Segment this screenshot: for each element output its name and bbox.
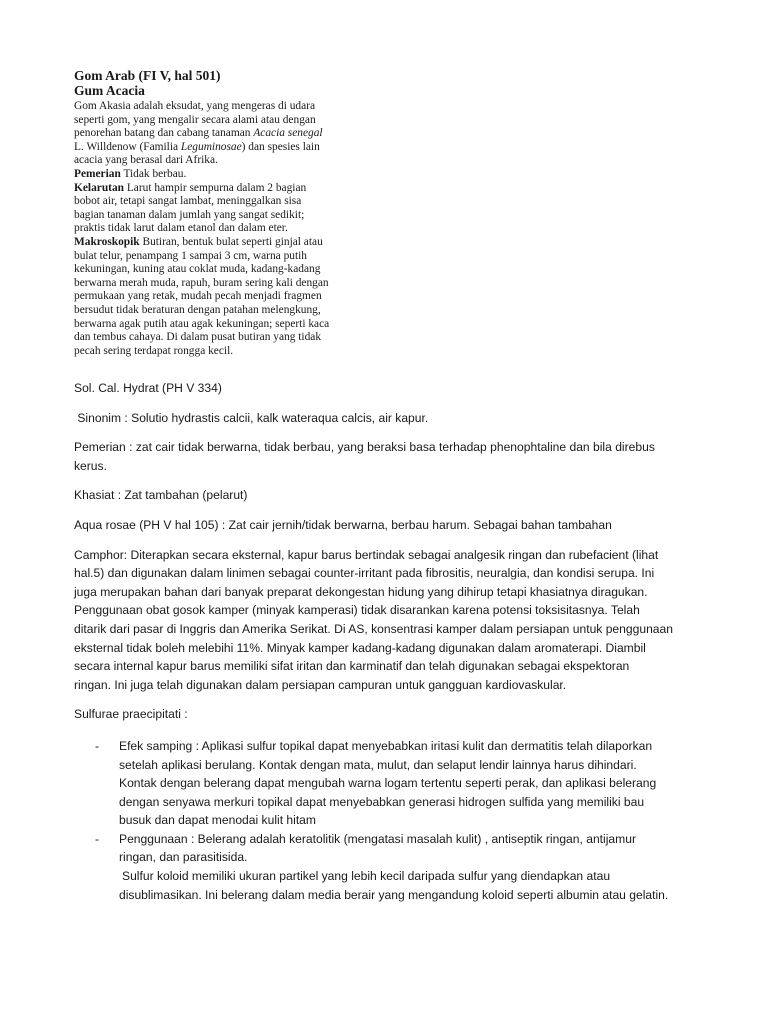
text-line [74,236,374,250]
text-line: Penggunaan : Belerang adalah keratolitik (mengatasi masalah kulit) , antiseptik ringan, antijamur [119,831,636,846]
text-line: ditarik dari pasar di Inggris dan Amerika Serikat. Di AS, konsentrasi kamper dalam persiapan untuk penggunaan [74,621,673,636]
text-line: bobot air, tetapi sangat lambat, meninggalkan sisa [74,195,302,208]
gom-arab-section [74,69,374,358]
text-line: seperti gom, yang mengalir secara alami atau dengan [74,113,316,126]
main-text-section [74,379,714,904]
cal-hydrat-pemerian [74,438,714,475]
sulfur-heading: Sulfurae praecipitati : [74,707,188,722]
text-line: Penggunaan obat gosok kamper (minyak kamperasi) tidak disarankan karena potensi toksisitasnya. Telah [74,603,640,618]
family-name: Leguminosae [180,140,242,153]
makroskopik-label: Makroskopik [74,235,140,248]
text-line: berwarna agak putih atau agak kekuningan; seperti kaca [74,317,330,330]
text-line: acacia yang berasal dari Afrika. [74,154,218,167]
cal-hydrat-heading: Sol. Cal. Hydrat (PH V 334) [74,381,222,395]
text-fragment: penorehan batang dan cabang tanaman [74,127,254,140]
text-fragment: Tidak berbau. [120,167,187,180]
text-line [74,127,374,141]
text-line: Camphor: Diterapkan secara eksternal, kapur barus bertindak sebagai analgesik ringan dan rubefacient (lihat [74,547,659,562]
bullet-dash: - [95,738,100,753]
bullet-dash: - [95,831,100,846]
text-line: Pemerian : zat cair tidak berwarna, tidak berbau, yang beraksi basa terhadap phenophtaline dan bila direbus [74,440,655,455]
text-line: secara internal kapur barus memiliki sifat iritan dan karminatif dan telah digunakan sebagai ekspektoran [74,659,630,674]
text-line: kerus. [74,458,107,473]
cal-hydrat-khasiat: Khasiat : Zat tambahan (pelarut) [74,488,248,503]
text-line: kekuningan, kuning atau coklat muda, kadang-kadang [74,263,321,276]
text-line: permukaan yang retak, mudah pecah menjadi fragmen [74,290,322,303]
text-line: bagian tanaman dalam jumlah yang sangat sedikit; [74,208,305,221]
pemerian-label: Pemerian [74,167,121,180]
text-line [74,182,374,196]
gom-kelarutan [74,182,374,236]
text-line: setelah aplikasi berulang. Kontak dengan mata, mulut, dan selaput lendir lainnya harus dihindari. [119,757,637,772]
text-line: dan tembus cahaya. Di dalam pusat butiran yang tidak [74,331,322,344]
text-line: Efek samping : Aplikasi sulfur topikal dapat menyebabkan iritasi kulit dan dermatitis telah dilaporkan [119,738,653,753]
gom-subtitle: Gum Acacia [74,82,145,98]
text-line: juga merupakan bahan dari banyak preparat dekongestan hidung yang dihirup tetapi khasiatnya diragukan. [74,584,648,599]
aqua-rosae-paragraph: Aqua rosae (PH V hal 105) : Zat cair jernih/tidak berwarna, berbau harum. Sebagai bahan tambahan [74,517,612,532]
camphor-paragraph [74,546,714,695]
text-line: Kontak dengan belerang dapat mengubah warna logam tertentu seperti perak, dan aplikasi belerang [119,776,657,791]
text-line [74,168,374,182]
text-line: bulat telur, penampang 1 sampai 3 cm, warna putih [74,249,307,262]
text-line: pecah sering terdapat rongga kecil. [74,344,234,357]
text-line: eksternal tidak boleh melebihi 11%. Minyak kamper kadang-kadang digunakan dalam aromaterapi. Diambil [74,640,646,655]
text-line: praktis tidak larut dalam etanol dan dalam eter. [74,222,288,235]
gom-title: Gom Arab (FI V, hal 501) [74,68,221,83]
sulfur-bullet-list [74,737,714,904]
list-item [74,737,714,830]
cal-hydrat-sinonim: Sinonim : Solutio hydrastis calcii, kalk wateraqua calcis, air kapur. [74,410,429,425]
gom-intro [74,100,374,168]
species-name: Acacia senegal [253,127,323,140]
kelarutan-label: Kelarutan [74,181,124,194]
text-fragment: L. Willdenow (Familia [74,140,181,153]
text-line: ringan, dan parasitisida. [119,850,248,865]
text-fragment: ) dan spesies lain [241,140,320,153]
gom-makroskopik [74,236,374,358]
list-item [74,830,714,904]
text-fragment: Larut hampir sempurna dalam 2 bagian [124,181,307,194]
text-line: berwarna merah muda, rapuh, buram sering kali dengan [74,276,329,289]
text-fragment: Butiran, bentuk bulat seperti ginjal atau [139,235,323,248]
gom-pemerian [74,168,374,182]
text-line: busuk dan dapat menodai kulit hitam [119,813,316,828]
text-line: disublimasikan. Ini belerang dalam media berair yang mengandung koloid seperti albumin atau gelatin. [119,887,669,902]
text-line: Gom Akasia adalah eksudat, yang mengeras di udara [74,100,316,112]
text-line: Sulfur koloid memiliki ukuran partikel yang lebih kecil daripada sulfur yang diendapkan atau [122,869,611,884]
text-line: bersudut tidak beraturan dengan patahan melengkung, [74,303,321,316]
text-line: dengan senyawa merkuri topikal dapat menyebabkan generasi hidrogen sulfida yang memiliki bau [119,794,645,809]
text-line: hal.5) dan digunakan dalam linimen sebagai counter-irritant pada fibrositis, neuralgia, dan kondisi serupa. Ini [74,566,655,581]
text-line [74,141,374,155]
text-line: ringan. Ini juga telah digunakan dalam persiapan campuran untuk gangguan kardiovaskular. [74,677,567,692]
